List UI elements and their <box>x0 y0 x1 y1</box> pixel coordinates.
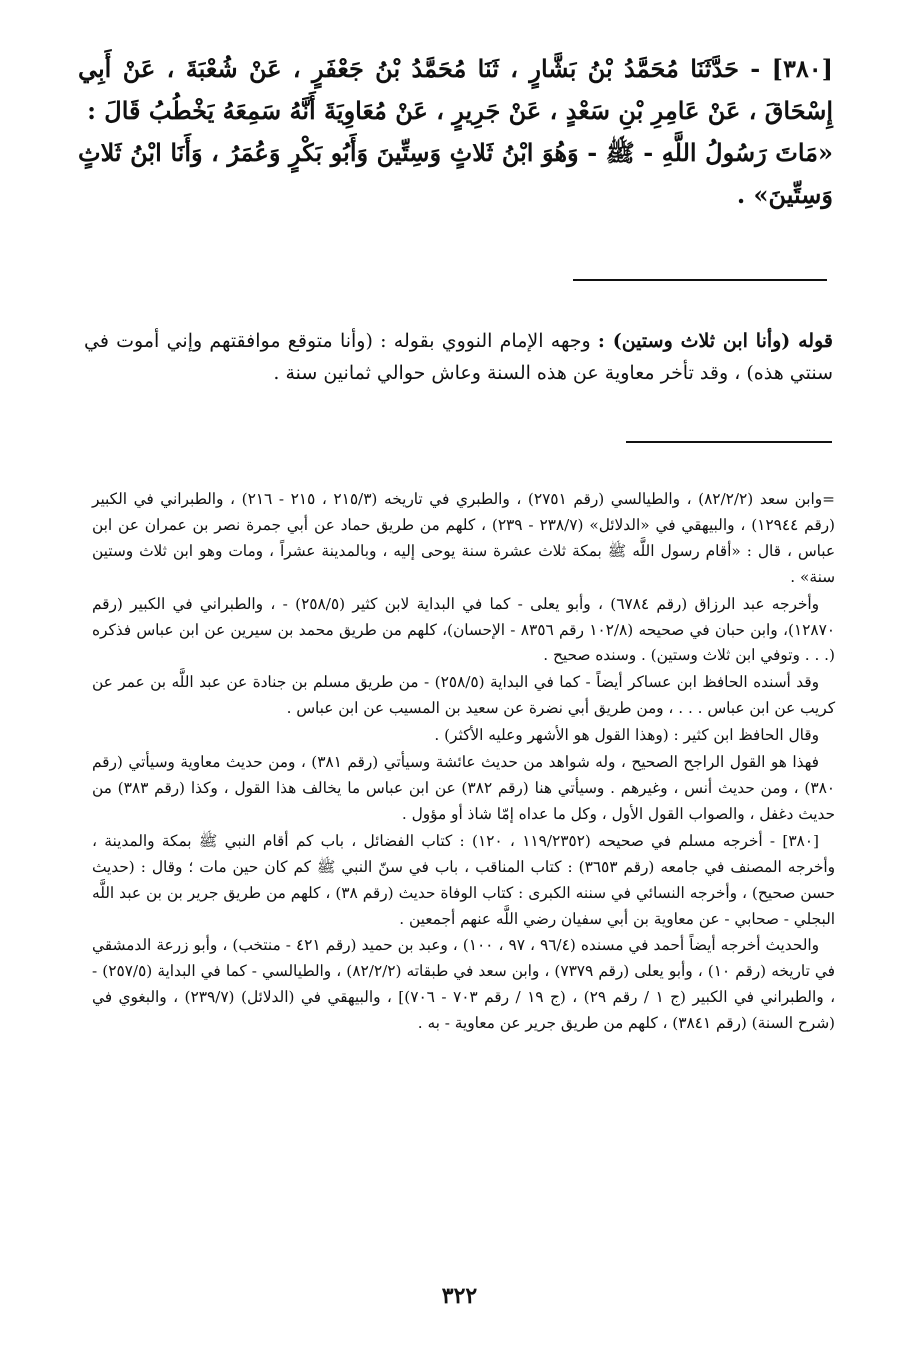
commentary-text: وجهه الإمام النووي بقوله : (وأنا متوقع موافقتهم وإني أموت في سنتي هذه) ، وقد تأخر معاوية عن هذه السنة وعاش حوالي ثمانين سنة . <box>84 330 833 384</box>
page-number: ٣٢٢ <box>441 1283 478 1309</box>
footnote: فهذا هو القول الراجح الصحيح ، وله شواهد من حديث عائشة وسيأتي (رقم ٣٨١) ، ومن حديث معاوية وسيأتي (رقم ٣٨٠) ، ومن حديث أنس ، وغيرهم . وسيأتي هنا (رقم ٣٨٢) عن ابن عباس ما يخالف هذا القول ، وكذا (رقم ٣٨٣) من حديث دغفل ، والصواب القول الأول ، وكل ما عداه إمّا شاذ أو مؤول . <box>92 753 836 823</box>
divider <box>573 279 827 281</box>
footnotes <box>92 487 835 1038</box>
footnote: وقال الحافظ ابن كثير : (وهذا القول هو الأشهر وعليه الأكثر) . <box>434 726 819 745</box>
hadith-chain: - حَدَّثَنَا مُحَمَّدُ بْنُ بَشَّارٍ ، ثَنَا مُحَمَّدُ بْنُ جَعْفَرٍ ، عَنْ شُعْبَةَ ، عَنْ أَبِي إِسْحَاقَ ، عَنْ عَامِرِ بْنِ سَعْدٍ ، عَنْ جَرِيرٍ ، عَنْ مُعَاوِيَةَ أَنَّهُ سَمِعَهُ يَخْطُبُ قَالَ : <box>78 54 833 125</box>
footnote: والحديث أخرجه أيضاً أحمد في مسنده (٩٦/٤ ، ٩٧ ، ١٠٠) ، وعبد بن حميد (رقم ٤٢١ - منتخب) ، وأبو زرعة الدمشقي في تاريخه (رقم ١٠) ، وأبو يعلى (رقم ٧٣٧٩) ، وابن سعد في طبقاته (٨٢/٢/٢) ، والطيالسي - كما في البداية (٢٥٧/٥) - ، والطبراني في الكبير (ج ١ / رقم ٢٩) ، (ج ١٩ / رقم ٧٠٣ - ٧٠٦)] ، والبيهقي في (الدلائل) (٢٣٩/٧) ، والبغوي في (شرح السنة) (رقم ٣٨٤١) ، كلهم من طريق جرير عن معاوية - به . <box>92 936 835 1033</box>
hadith-text <box>78 48 833 216</box>
footnote: وقد أسنده الحافظ ابن عساكر أيضاً - كما في البداية (٢٥٨/٥) - من طريق مسلم بن جنادة عن عبد اللَّه بن عمر عن كريب عن ابن عباس . . . ، ومن طريق أبي نضرة عن سعيد بن المسيب عن ابن عباس . <box>92 673 835 718</box>
footnote: [٣٨٠] - أخرجه مسلم في صحيحه (١١٩/٢٣٥٢ ، ١٢٠) : كتاب الفضائل ، باب كم أقام النبي ﷺ بمكة والمدينة ، وأخرجه المصنف في جامعه (رقم ٣٦٥٣) : كتاب المناقب ، باب في سنّ النبي ﷺ كم كان حين مات ؛ وقال : (حديث حسن صحيح) ، وأخرجه النسائي في سننه الكبرى : كتاب الوفاة حديث (رقم ٣٨) ، كلهم من طريق جرير بن بن عبد اللَّه البجلي - صحابي - عن معاوية بن أبي سفيان رضي اللَّه عنهم أجمعين . <box>92 831 835 928</box>
divider <box>626 441 832 443</box>
commentary <box>84 325 833 389</box>
hadith-isnad <box>78 48 833 132</box>
hadith-number: [٣٨٠] <box>771 54 834 83</box>
footnote: =وابن سعد (٨٢/٢/٢) ، والطيالسي (رقم ٢٧٥١) ، والطبري في تاريخه (٢١٥/٣ ، ٢١٥ - ٢١٦) ، والطبراني في الكبير (رقم ١٢٩٤٤) ، والبيهقي في «الدلائل» (٢٣٨/٧ - ٢٣٩) ، كلهم من طريق حماد عن أبي جمرة نصر بن عمران عن ابن عباس ، قال : «أقام رسول اللَّه ﷺ بمكة ثلاث عشرة سنة يوحى إليه ، وبالمدينة عشراً ، ومات وهو ابن ثلاث وستين سنة» . <box>92 490 836 586</box>
commentary-heading: قوله (وأنا ابن ثلاث وستين) : <box>597 330 833 352</box>
footnote: وأخرجه عبد الرزاق (رقم ٦٧٨٤) ، وأبو يعلى - كما في البداية لابن كثير (٢٥٨/٥) - ، والطبراني في الكبير (رقم ١٢٨٧٠)، وابن حبان في صحيحه (١٠٢/٨ رقم ٨٣٥٦ - الإحسان)، كلهم من طريق محمد بن سيرين عن ابن عباس فذكره (. . . وتوفي ابن ثلاث وستين) . وسنده صحيح . <box>92 594 836 665</box>
hadith-matn: «مَاتَ رَسُولُ اللَّهِ - ﷺ - وَهُوَ ابْنُ ثَلاثٍ وَسِتِّينَ وَأَبُو بَكْرٍ وَعُمَرُ ، وَأَنَا ابْنُ ثَلاثٍ وَسِتِّينَ» . <box>78 138 833 209</box>
